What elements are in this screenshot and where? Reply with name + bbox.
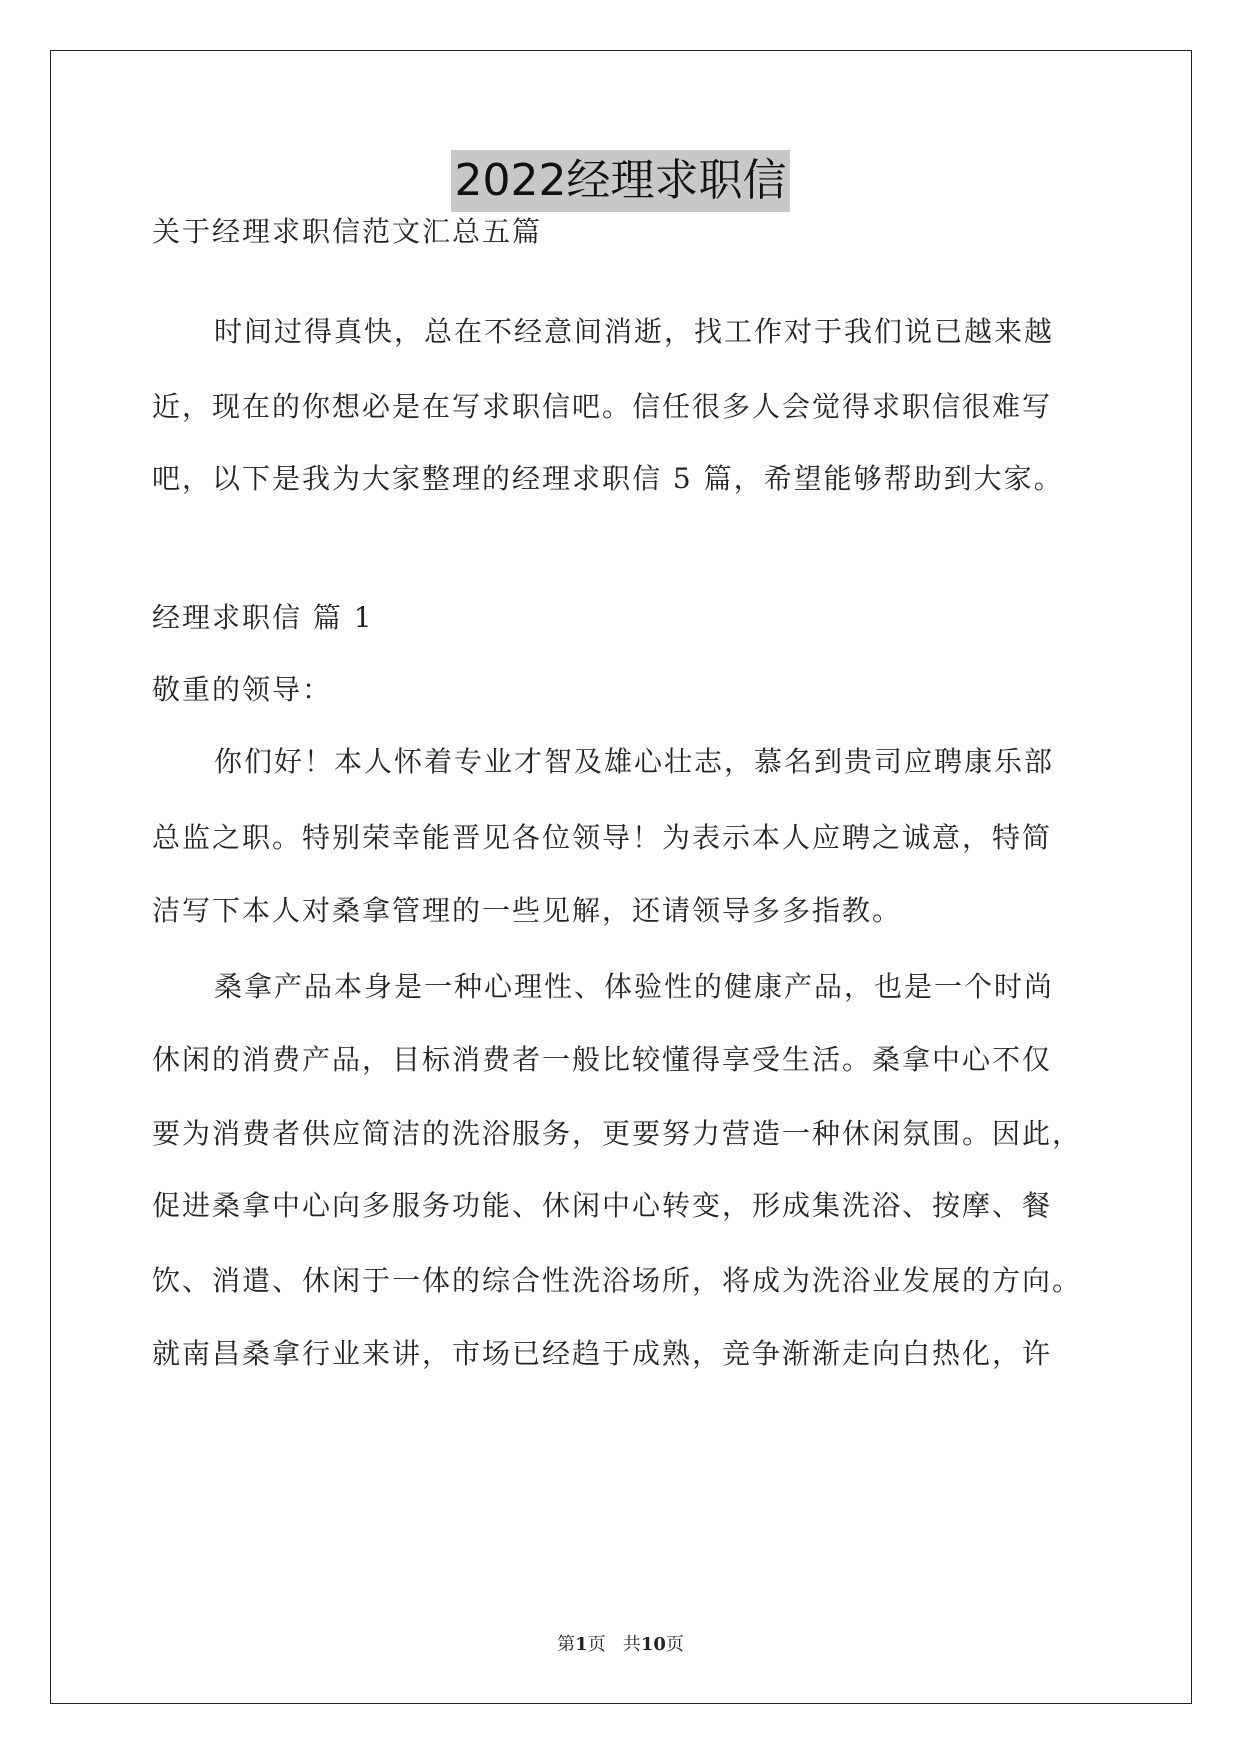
- page-frame: [50, 50, 1192, 1704]
- page-footer: [0, 1633, 1241, 1657]
- title-container: [0, 150, 1241, 212]
- paragraph-line: 饮、消遣、休闲于一体的综合性洗浴场所，将成为洗浴业发展的方向。: [152, 1264, 1083, 1297]
- total-pages: 10: [640, 1634, 666, 1655]
- paragraph-line: 时间过得真快，总在不经意间消逝，找工作对于我们说已越来越: [214, 315, 1055, 348]
- salutation-line: 敬重的领导：: [152, 673, 333, 706]
- page-label-suffix: 页: [587, 1634, 606, 1655]
- subtitle-line: 关于经理求职信范文汇总五篇: [152, 215, 543, 248]
- paragraph-line: 总监之职。特别荣幸能晋见各位领导！为表示本人应聘之诚意，特简: [152, 821, 1053, 854]
- paragraph-line: 休闲的消费产品，目标消费者一般比较懂得享受生活。桑拿中心不仅: [152, 1043, 1053, 1076]
- paragraph-line: 要为消费者供应简洁的洗浴服务，更要努力营造一种休闲氛围。因此，: [152, 1117, 1083, 1150]
- page-label-prefix: 第: [557, 1634, 576, 1655]
- page-number: 1: [575, 1634, 588, 1655]
- total-label-suffix: 页: [665, 1634, 684, 1655]
- paragraph-line: 桑拿产品本身是一种心理性、体验性的健康产品，也是一个时尚: [214, 970, 1055, 1003]
- paragraph-line: 近，现在的你想必是在写求职信吧。信任很多人会觉得求职信很难写: [152, 390, 1053, 423]
- paragraph-line: 促进桑拿中心向多服务功能、休闲中心转变，形成集洗浴、按摩、餐: [152, 1189, 1053, 1222]
- paragraph-line: 就南昌桑拿行业来讲，市场已经趋于成熟，竞争渐渐走向白热化，许: [152, 1337, 1053, 1370]
- total-label-prefix: 共: [622, 1634, 641, 1655]
- paragraph-line: 吧，以下是我为大家整理的经理求职信 5 篇，希望能够帮助到大家。: [152, 462, 1064, 495]
- section-heading: 经理求职信 篇 1: [152, 601, 374, 634]
- paragraph-line: 你们好！本人怀着专业才智及雄心壮志，慕名到贵司应聘康乐部: [214, 745, 1055, 778]
- paragraph-line: 洁写下本人对桑拿管理的一些见解，还请领导多多指教。: [152, 894, 903, 927]
- document-title: 2022经理求职信: [451, 150, 791, 212]
